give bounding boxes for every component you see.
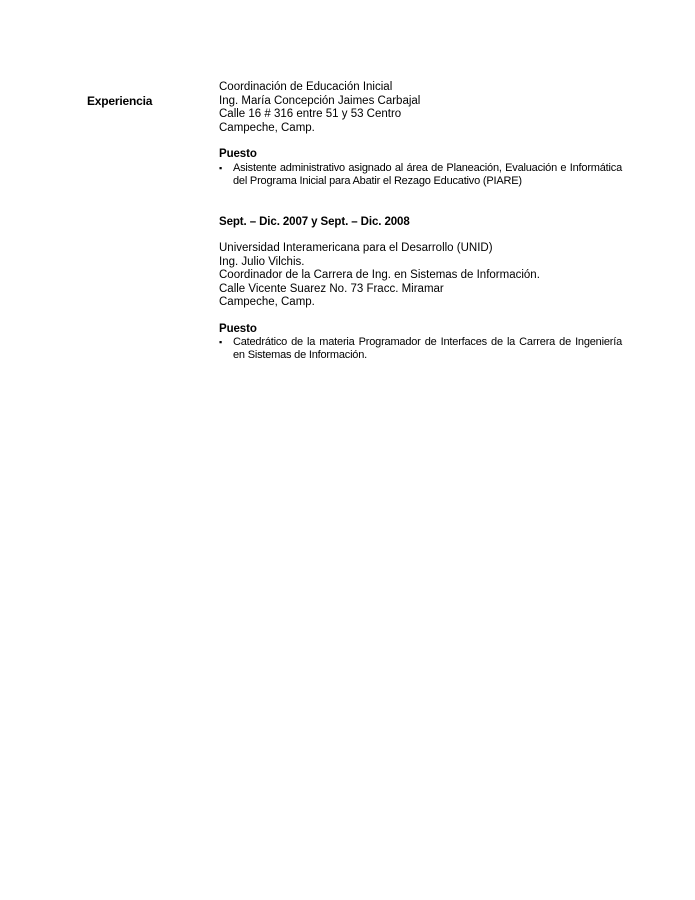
job-2-role-description: Catedrático de la materia Programador de Interfaces de la Carrera de Ingeniería en Sistemas de Información.	[233, 336, 622, 361]
job-1-org-line: Ing. María Concepción Jaimes Carbajal	[219, 94, 421, 107]
job-1-role-bullet	[219, 162, 622, 188]
job-2	[219, 216, 622, 363]
bullet-square-icon: ▪	[219, 162, 222, 173]
experience-content	[219, 81, 622, 362]
job-2-org-line: Universidad Interamericana para el Desarrollo (UNID)	[219, 242, 493, 254]
job-2-role-bullet	[219, 336, 622, 362]
job-2-role-heading: Puesto	[219, 322, 257, 335]
job-1-role-heading: Puesto	[219, 148, 257, 160]
job-2-org-line: Calle Vicente Suarez No. 73 Fracc. Miramar	[219, 282, 444, 295]
job-2-org-line: Coordinador de la Carrera de Ing. en Sistemas de Información.	[219, 269, 540, 281]
job-1-org-line: Campeche, Camp.	[219, 121, 315, 134]
job-1-org-line: Coordinación de Educación Inicial	[219, 81, 393, 93]
job-1	[219, 81, 622, 188]
job-2-org-line: Ing. Julio Vilchis.	[219, 255, 305, 268]
bullet-square-icon: ▪	[219, 337, 222, 347]
job-1-role-description: Asistente administrativo asignado al área de Planeación, Evaluación e Informática del Programa Inicial para Abatir el Rezago Educativo (PIARE)	[233, 161, 622, 187]
job-2-org-line: Campeche, Camp.	[219, 296, 315, 308]
job-2-period: Sept. – Dic. 2007 y Sept. – Dic. 2008	[219, 215, 410, 228]
section-label-experiencia: Experiencia	[87, 94, 153, 108]
job-1-org-line: Calle 16 # 316 entre 51 y 53 Centro	[219, 108, 402, 120]
